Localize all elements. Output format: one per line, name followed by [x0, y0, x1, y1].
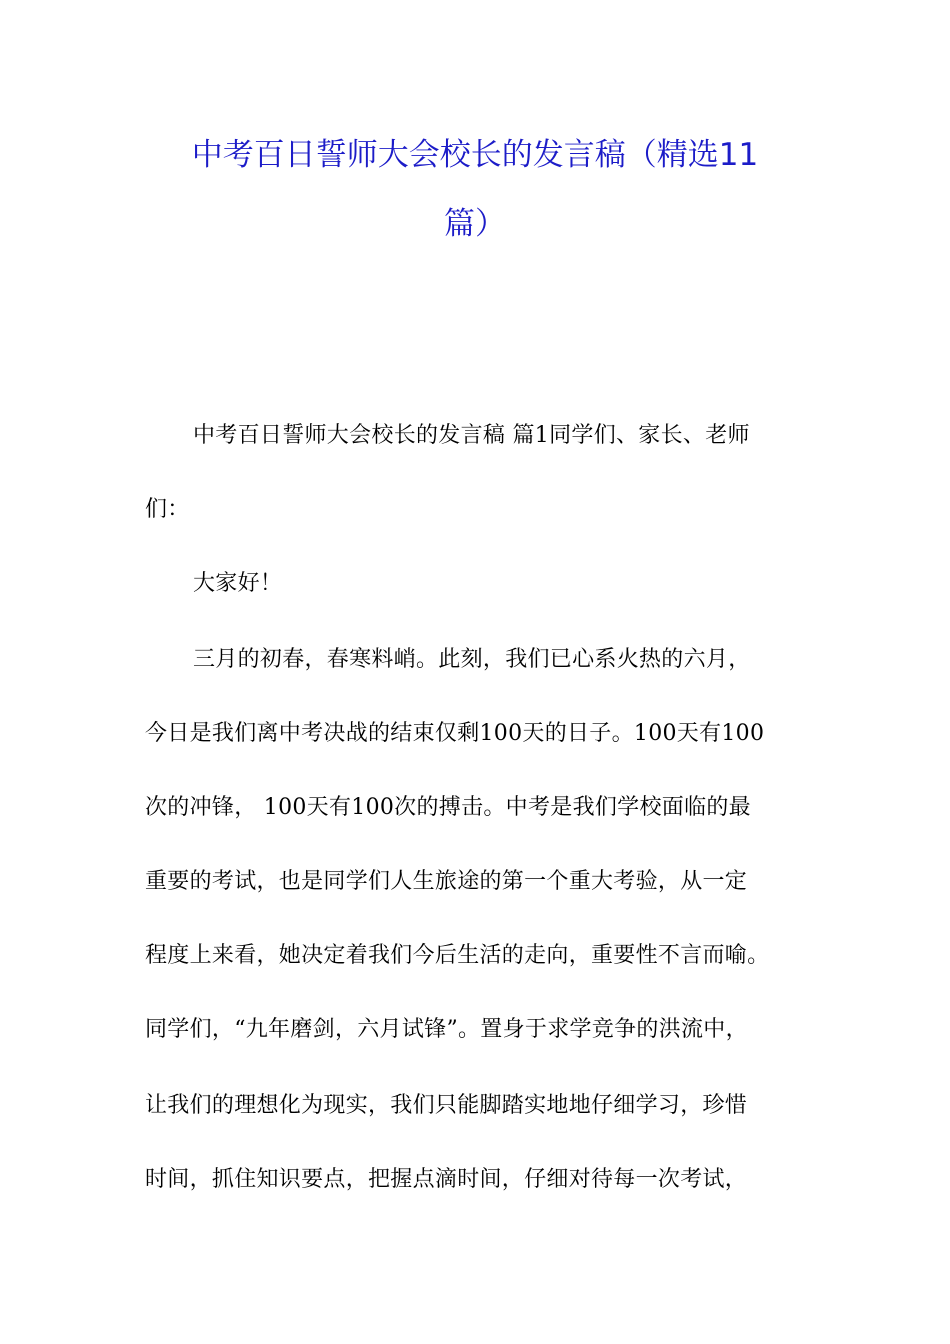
greeting-line: 大家好！ — [193, 571, 283, 596]
paragraph-line-10: 让我们的理想化为现实，我们只能脚踏实地地仔细学习，珍惜 — [145, 1093, 748, 1118]
paragraph-line-8: 程度上来看，她决定着我们今后生活的走向，重要性不言而喻。 — [145, 943, 770, 968]
paragraph-line-11: 时间，抓住知识要点，把握点滴时间，仔细对待每一次考试， — [145, 1167, 748, 1192]
paragraph-line-1: 中考百日誓师大会校长的发言稿 篇1同学们、家长、老师 — [193, 423, 750, 448]
paragraph-line-4: 三月的初春，春寒料峭。此刻，我们已心系火热的六月， — [193, 647, 751, 672]
document-title-line-2: 篇） — [444, 206, 506, 242]
paragraph-line-6: 次的冲锋， 100天有100次的搏击。中考是我们学校面临的最 — [145, 795, 751, 820]
paragraph-line-5: 今日是我们离中考决战的结束仅剩100天的日子。100天有100 — [145, 721, 765, 746]
paragraph-line-7: 重要的考试，也是同学们人生旅途的第一个重大考验，从一定 — [145, 869, 748, 894]
document-title-line-1: 中考百日誓师大会校长的发言稿（精选11 — [191, 137, 759, 173]
paragraph-line-9: 同学们，“九年磨剑，六月试锋”。置身于求学竞争的洪流中， — [145, 1017, 748, 1042]
paragraph-line-2: 们： — [145, 497, 190, 522]
